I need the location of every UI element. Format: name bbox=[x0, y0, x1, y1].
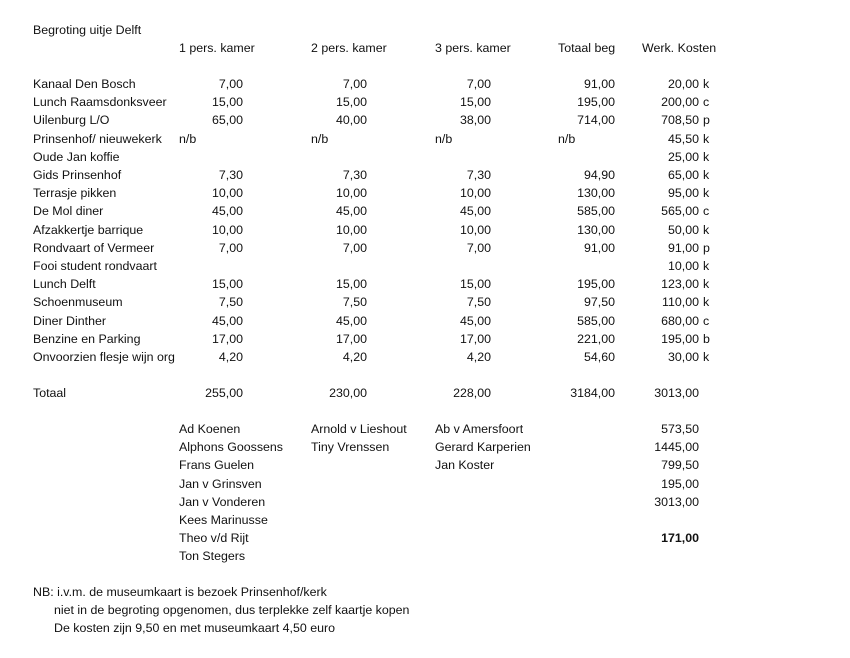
budget-row bbox=[0, 330, 850, 348]
not-budgeted-three: n/b bbox=[435, 131, 453, 146]
actual-cost-value: 91,00 bbox=[667, 240, 699, 255]
actual-cost-value: 25,00 bbox=[667, 149, 699, 164]
cost-two-person: 15,00 bbox=[335, 95, 367, 110]
budget-row bbox=[0, 239, 850, 257]
total-actual: 3013,00 bbox=[654, 386, 699, 400]
budget-row bbox=[0, 275, 850, 293]
total-budget: 3184,00 bbox=[570, 386, 615, 400]
cost-three-person: 15,00 bbox=[459, 95, 491, 110]
cost-code: k bbox=[703, 259, 710, 273]
header-three-person: 3 pers. kamer bbox=[435, 41, 511, 55]
item-name: Lunch Delft bbox=[33, 277, 96, 292]
cost-one-person: 4,20 bbox=[218, 350, 243, 364]
total-budget-value: 195,00 bbox=[577, 277, 615, 292]
item-name: Kanaal Den Bosch bbox=[33, 77, 136, 91]
cost-one-person: 15,00 bbox=[211, 95, 243, 110]
participant-name: Ton Stegers bbox=[179, 549, 246, 564]
item-name: Prinsenhof/ nieuwekerk bbox=[33, 131, 162, 146]
total-three-person: 228,00 bbox=[453, 386, 491, 400]
cost-code: k bbox=[703, 222, 710, 237]
participant-name: Theo v/d Rijt bbox=[179, 531, 249, 546]
cost-code: k bbox=[703, 149, 710, 164]
payment-amount: 799,50 bbox=[661, 458, 699, 473]
budget-row bbox=[0, 184, 850, 202]
actual-cost-value: 680,00 bbox=[661, 313, 699, 328]
totals-label: Totaal bbox=[33, 386, 67, 400]
note-line-3: De kosten zijn 9,50 en met museumkaart 4,50 euro bbox=[54, 621, 336, 635]
header-actual-costs: Werk. Kosten bbox=[642, 41, 717, 55]
total-budget-value: 130,00 bbox=[577, 222, 615, 237]
balance-amount: 171,00 bbox=[661, 531, 699, 546]
total-two-person: 230,00 bbox=[329, 386, 367, 400]
cost-three-person: 10,00 bbox=[459, 186, 491, 201]
budget-row bbox=[0, 257, 850, 275]
cost-one-person: 7,00 bbox=[218, 240, 243, 255]
participant-name: Tiny Vrenssen bbox=[311, 440, 390, 455]
cost-two-person: 4,20 bbox=[342, 350, 367, 364]
cost-two-person: 7,30 bbox=[342, 168, 367, 182]
participant-name: Alphons Goossens bbox=[179, 440, 284, 455]
item-name: Fooi student rondvaart bbox=[33, 259, 157, 273]
budget-row bbox=[0, 221, 850, 239]
actual-cost-value: 10,00 bbox=[667, 259, 699, 273]
cost-code: c bbox=[703, 313, 710, 328]
participant-name: Gerard Karperien bbox=[435, 440, 531, 455]
total-budget-value: 97,50 bbox=[583, 295, 615, 310]
cost-one-person: 7,30 bbox=[218, 168, 243, 182]
actual-cost-value: 50,00 bbox=[667, 222, 699, 237]
budget-row bbox=[0, 166, 850, 184]
payment-amount: 1445,00 bbox=[654, 440, 699, 455]
note-line-2: niet in de begroting opgenomen, dus terplekke zelf kaartje kopen bbox=[54, 603, 410, 617]
total-budget-value: 54,60 bbox=[583, 350, 615, 364]
cost-three-person: 45,00 bbox=[459, 204, 491, 219]
item-name: Afzakkertje barrique bbox=[33, 222, 144, 237]
header-row bbox=[0, 39, 850, 57]
participant-name: Frans Guelen bbox=[179, 458, 255, 473]
participant-row bbox=[0, 420, 850, 438]
cost-code: k bbox=[703, 277, 710, 292]
title-row bbox=[0, 21, 850, 39]
total-budget-value: 195,00 bbox=[577, 95, 615, 110]
cost-code: p bbox=[703, 240, 710, 255]
total-budget-value: 94,90 bbox=[583, 168, 615, 182]
header-two-person: 2 pers. kamer bbox=[311, 41, 387, 55]
cost-one-person: 17,00 bbox=[211, 331, 243, 346]
cost-three-person: 7,50 bbox=[466, 295, 491, 310]
participant-row bbox=[0, 511, 850, 529]
cost-code: c bbox=[703, 95, 710, 110]
participant-name: Ad Koenen bbox=[179, 422, 241, 436]
budget-row bbox=[0, 75, 850, 93]
actual-cost-value: 45,50 bbox=[667, 131, 699, 146]
totals-row bbox=[0, 384, 850, 402]
cost-two-person: 45,00 bbox=[335, 313, 367, 328]
participant-name: Jan Koster bbox=[435, 458, 495, 473]
budget-row bbox=[0, 130, 850, 148]
participant-name: Jan v Grinsven bbox=[179, 476, 262, 491]
item-name: Lunch Raamsdonksveer bbox=[33, 95, 167, 110]
cost-one-person: 7,00 bbox=[218, 77, 243, 91]
cost-two-person: 15,00 bbox=[335, 277, 367, 292]
cost-three-person: 38,00 bbox=[459, 113, 491, 128]
actual-cost-value: 30,00 bbox=[667, 350, 699, 364]
not-budgeted-two: n/b bbox=[311, 131, 329, 146]
actual-cost-value: 65,00 bbox=[667, 168, 699, 182]
item-name: Oude Jan koffie bbox=[33, 149, 120, 164]
cost-one-person: 10,00 bbox=[211, 222, 243, 237]
cost-two-person: 10,00 bbox=[335, 222, 367, 237]
item-name: Benzine en Parking bbox=[33, 331, 141, 346]
participant-name: Arnold v Lieshout bbox=[311, 422, 407, 436]
cost-three-person: 7,00 bbox=[466, 77, 491, 91]
cost-three-person: 7,30 bbox=[466, 168, 491, 182]
header-one-person: 1 pers. kamer bbox=[179, 41, 255, 55]
total-budget-value: 221,00 bbox=[577, 331, 615, 346]
payment-amount: 3013,00 bbox=[654, 494, 699, 509]
cost-three-person: 10,00 bbox=[459, 222, 491, 237]
participant-row bbox=[0, 475, 850, 493]
cost-code: b bbox=[703, 331, 710, 346]
item-name: Uilenburg L/O bbox=[33, 113, 110, 128]
participant-name: Ab v Amersfoort bbox=[435, 422, 524, 436]
cost-two-person: 7,00 bbox=[342, 77, 367, 91]
item-name: Diner Dinther bbox=[33, 313, 106, 328]
budget-row bbox=[0, 202, 850, 220]
not-budgeted-total: n/b bbox=[558, 131, 576, 146]
cost-one-person: 15,00 bbox=[211, 277, 243, 292]
cost-two-person: 40,00 bbox=[335, 113, 367, 128]
total-budget-value: 91,00 bbox=[583, 240, 615, 255]
cost-two-person: 7,50 bbox=[342, 295, 367, 310]
item-name: Terrasje pikken bbox=[33, 186, 117, 201]
cost-one-person: 65,00 bbox=[211, 113, 243, 128]
cost-one-person: 7,50 bbox=[218, 295, 243, 310]
cost-code: k bbox=[703, 131, 710, 146]
header-total-budget: Totaal beg bbox=[558, 41, 616, 55]
actual-cost-value: 565,00 bbox=[661, 204, 699, 219]
cost-code: p bbox=[703, 113, 710, 128]
total-budget-value: 91,00 bbox=[583, 77, 615, 91]
cost-two-person: 7,00 bbox=[342, 240, 367, 255]
actual-cost-value: 95,00 bbox=[667, 186, 699, 201]
cost-code: k bbox=[703, 77, 710, 91]
actual-cost-value: 200,00 bbox=[661, 95, 699, 110]
participant-row bbox=[0, 438, 850, 456]
cost-three-person: 7,00 bbox=[466, 240, 491, 255]
actual-cost-value: 110,00 bbox=[662, 295, 699, 310]
total-budget-value: 585,00 bbox=[577, 313, 615, 328]
cost-three-person: 15,00 bbox=[459, 277, 491, 292]
budget-row bbox=[0, 348, 850, 366]
actual-cost-value: 123,00 bbox=[661, 277, 699, 292]
cost-code: k bbox=[703, 295, 710, 310]
cost-code: k bbox=[703, 350, 710, 364]
total-budget-value: 130,00 bbox=[577, 186, 615, 201]
total-budget-value: 714,00 bbox=[577, 113, 615, 128]
budget-row bbox=[0, 111, 850, 129]
total-one-person: 255,00 bbox=[205, 386, 243, 400]
participant-name: Jan v Vonderen bbox=[179, 494, 266, 509]
cost-one-person: 45,00 bbox=[211, 313, 243, 328]
item-name: De Mol diner bbox=[33, 204, 104, 219]
participant-name: Kees Marinusse bbox=[179, 513, 268, 527]
budget-row bbox=[0, 93, 850, 111]
payment-amount: 573,50 bbox=[661, 422, 699, 436]
cost-three-person: 45,00 bbox=[459, 313, 491, 328]
item-name: Rondvaart of Vermeer bbox=[33, 240, 155, 255]
participant-row bbox=[0, 547, 850, 565]
sheet-title: Begroting uitje Delft bbox=[33, 23, 142, 37]
total-budget-value: 585,00 bbox=[577, 204, 615, 219]
actual-cost-value: 20,00 bbox=[667, 77, 699, 91]
cost-code: k bbox=[703, 186, 710, 201]
budget-row bbox=[0, 148, 850, 166]
cost-two-person: 10,00 bbox=[335, 186, 367, 201]
payment-amount: 195,00 bbox=[661, 476, 699, 491]
actual-cost-value: 195,00 bbox=[661, 331, 699, 346]
actual-cost-value: 708,50 bbox=[661, 113, 699, 128]
participant-row bbox=[0, 493, 850, 511]
item-name: Schoenmuseum bbox=[33, 295, 123, 310]
item-name: Onvoorzien flesje wijn org bbox=[33, 350, 175, 364]
cost-three-person: 17,00 bbox=[459, 331, 491, 346]
item-name: Gids Prinsenhof bbox=[33, 168, 122, 182]
cost-two-person: 17,00 bbox=[335, 331, 367, 346]
cost-code: c bbox=[703, 204, 710, 219]
budget-row bbox=[0, 293, 850, 311]
participant-row bbox=[0, 456, 850, 474]
cost-two-person: 45,00 bbox=[335, 204, 367, 219]
cost-three-person: 4,20 bbox=[466, 350, 491, 364]
cost-code: k bbox=[703, 168, 710, 182]
not-budgeted-one: n/b bbox=[179, 131, 197, 146]
note-line-1: NB: i.v.m. de museumkaart is bezoek Prinsenhof/kerk bbox=[33, 585, 327, 599]
budget-row bbox=[0, 312, 850, 330]
cost-one-person: 10,00 bbox=[211, 186, 243, 201]
cost-one-person: 45,00 bbox=[211, 204, 243, 219]
participant-row bbox=[0, 529, 850, 547]
